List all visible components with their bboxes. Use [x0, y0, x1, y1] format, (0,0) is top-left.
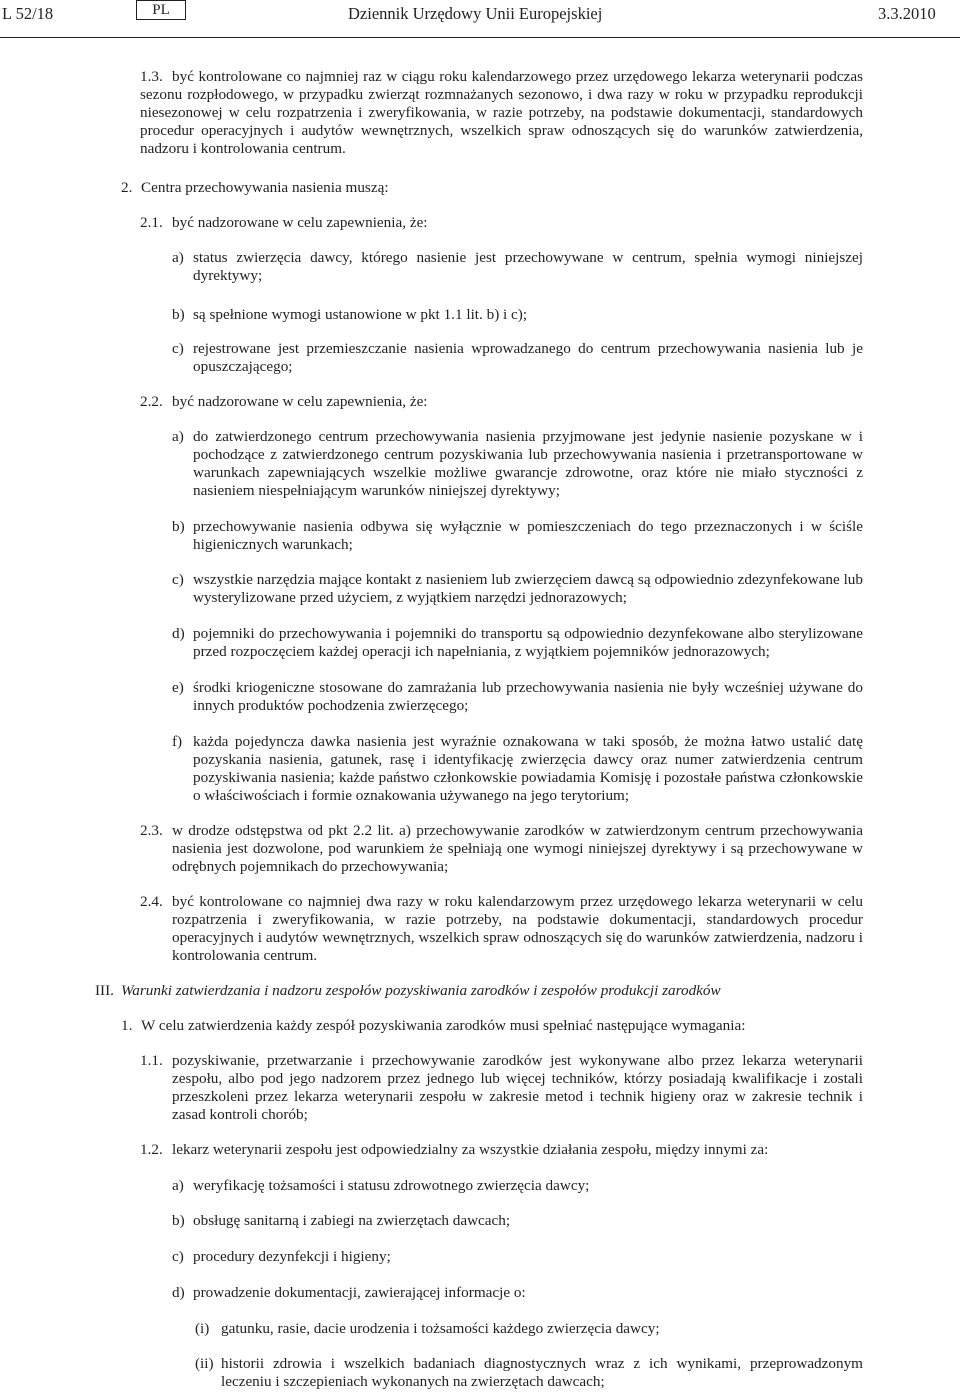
section-text: W celu zatwierdzenia każdy zespół pozyskiwania zarodków musi spełniać następujące wymagania:	[141, 1017, 746, 1034]
item-letter: a)	[172, 1177, 184, 1194]
list-item-2-2-c	[172, 571, 863, 607]
list-item-2-1-c	[172, 340, 863, 376]
item-letter: b)	[172, 518, 185, 535]
paragraph-2-4	[140, 893, 863, 965]
item-text: środki kriogeniczne stosowane do zamrażania lub przechowywania nasienia nie były wcześniej używane do innych produktów pochodzenia zwierzęcego;	[193, 679, 863, 714]
list-item-III-1-2-c	[172, 1248, 863, 1266]
item-letter: c)	[172, 571, 184, 588]
list-item-2-2-b	[172, 518, 863, 554]
section-number: III.	[95, 982, 114, 999]
item-text: obsługę sanitarną i zabiegi na zwierzętach dawcach;	[193, 1212, 511, 1229]
paragraph-number: 2.4.	[140, 893, 163, 910]
section-number: 1.	[121, 1017, 133, 1034]
list-item-III-1-2-b	[172, 1212, 863, 1230]
list-item-2-1-a	[172, 249, 863, 285]
publication-date: 3.3.2010	[878, 4, 936, 23]
section-title: Warunki zatwierdzania i nadzoru zespołów pozyskiwania zarodków i zespołów produkcji zarodków	[121, 982, 721, 999]
paragraph-number: 2.2.	[140, 393, 163, 410]
item-text: status zwierzęcia dawcy, którego nasienie jest przechowywane w centrum, spełnia wymogi niniejszej dyrektywy;	[193, 249, 863, 284]
paragraph-2-2	[140, 393, 863, 411]
item-text: gatunku, rasie, dacie urodzenia i tożsamości każdego zwierzęcia dawcy;	[221, 1320, 660, 1337]
item-letter: b)	[172, 306, 185, 323]
paragraph-2-1	[140, 214, 863, 232]
paragraph-text: lekarz weterynarii zespołu jest odpowiedzialny za wszystkie działania zespołu, między innymi za:	[172, 1141, 769, 1158]
section-number: 2.	[121, 179, 133, 196]
paragraph-text: być kontrolowane co najmniej dwa razy w roku kalendarzowym przez urzędowego lekarza weterynarii w celu rozpatrzenia i zweryfikowania, w razie potrzeby, na podstawie dokumentacji, standardowych procedur operacyjnych i audytów wewnętrznych, wszelkich spraw odnoszących się do warunków zatwierdzenia, nadzoru i kontrolowania centrum.	[172, 893, 863, 964]
paragraph-III-1-1	[140, 1052, 863, 1124]
item-letter: c)	[172, 1248, 184, 1265]
item-text: weryfikację tożsamości i statusu zdrowotnego zwierzęcia dawcy;	[193, 1177, 590, 1194]
list-item-III-1-2-d	[172, 1284, 863, 1302]
item-letter: f)	[172, 733, 183, 750]
page-header	[0, 0, 960, 40]
item-text: każda pojedyncza dawka nasienia jest wyraźnie oznakowana w taki sposób, że można łatwo ustalić datę pozyskania nasienia, gatunek, rasę i identyfikację zwierzęcia dawcy oraz numer zatwierdzenia centrum pozyskiwania nasienia; każde państwo członkowskie powiadamia Komisję i pozostałe państwa członkowskie o właściwościach i formie oznakowania używanego na jego terytorium;	[193, 733, 863, 804]
section-text: Centra przechowywania nasienia muszą:	[141, 179, 389, 196]
item-text: procedury dezynfekcji i higieny;	[193, 1248, 391, 1265]
item-letter: d)	[172, 625, 185, 642]
item-text: do zatwierdzonego centrum przechowywania nasienia przyjmowane jest jedynie nasienie pozyskane w i pochodzące z zatwierdzonego centrum pozyskiwania lub przechowywania nasienia i przetransportowane w warunkach zapewniających wszelkie możliwe gwarancje zdrowotne, oraz które nie miało styczności z nasieniem niespełniającym warunków niniejszej dyrektywy;	[193, 428, 863, 499]
header-rule	[0, 37, 960, 38]
item-letter: a)	[172, 249, 184, 266]
journal-title: Dziennik Urzędowy Unii Europejskiej	[348, 4, 603, 23]
paragraph-1-3	[140, 68, 863, 158]
paragraph-III-1-2	[140, 1141, 863, 1159]
item-text: prowadzenie dokumentacji, zawierającej informacje o:	[193, 1284, 526, 1301]
paragraph-text: być kontrolowane co najmniej raz w ciągu roku kalendarzowego przez urzędowego lekarza weterynarii podczas sezonu rozpłodowego, w przypadku zwierząt rozmnażanych sezonowo, i dwa razy w roku w przypadku reprodukcji niesezonowej w celu rozpatrzenia i zweryfikowania, w razie potrzeby, na podstawie dokumentacji, standardowych procedur operacyjnych i audytów wewnętrznych, wszelkich spraw odnoszących się do warunków zatwierdzenia, nadzoru i kontrolowania centrum.	[140, 68, 863, 157]
section-2	[121, 179, 863, 197]
item-letter: d)	[172, 1284, 185, 1301]
list-item-2-2-f	[172, 733, 863, 805]
item-text: przechowywanie nasienia odbywa się wyłącznie w pomieszczeniach do tego przeznaczonych i w ściśle higienicznych warunkach;	[193, 518, 863, 553]
paragraph-text: być nadzorowane w celu zapewnienia, że:	[172, 393, 428, 410]
item-letter: c)	[172, 340, 184, 357]
item-text: pojemniki do przechowywania i pojemniki do transportu są odpowiednio dezynfekowane albo sterylizowane przed rozpoczęciem każdej operacji ich napełniania, z wyjątkiem pojemników jednorazowych;	[193, 625, 863, 660]
paragraph-number: 1.1.	[140, 1052, 163, 1069]
item-letter: b)	[172, 1212, 185, 1229]
item-roman: (i)	[195, 1320, 210, 1337]
list-item-2-1-b	[172, 306, 863, 324]
page-reference: L 52/18	[2, 4, 54, 23]
item-letter: a)	[172, 428, 184, 445]
section-III-1	[121, 1017, 863, 1035]
item-text: są spełnione wymogi ustanowione w pkt 1.1 lit. b) i c);	[193, 306, 528, 323]
list-item-III-1-2-d-i	[195, 1320, 863, 1338]
item-roman: (ii)	[195, 1355, 214, 1372]
list-item-2-2-d	[172, 625, 863, 661]
item-text: historii zdrowia i wszelkich badaniach diagnostycznych wraz z ich wynikami, przeprowadzonym leczeniu i szczepieniach wykonanych na zwierzętach dawcach;	[221, 1355, 863, 1390]
paragraph-2-3	[140, 822, 863, 876]
list-item-2-2-a	[172, 428, 863, 500]
paragraph-number: 1.3.	[140, 68, 163, 85]
item-letter: e)	[172, 679, 184, 696]
paragraph-text: pozyskiwanie, przetwarzanie i przechowywanie zarodków jest wykonywane albo przez lekarza weterynarii zespołu, albo pod jego nadzorem przez jednego lub więcej techników, którzy posiadają kwalifikacje i zostali przeszkoleni przez lekarza weterynarii zespołu w zakresie metod i technik higieny oraz w zakresie technik i zasad kontroli chorób;	[172, 1052, 863, 1123]
paragraph-number: 2.3.	[140, 822, 163, 839]
item-text: wszystkie narzędzia mające kontakt z nasieniem lub zwierzęciem dawcą są odpowiednio zdezynfekowane lub wysterylizowane przed użyciem, z wyjątkiem narzędzi jednorazowych;	[193, 571, 863, 606]
paragraph-text: w drodze odstępstwa od pkt 2.2 lit. a) przechowywanie zarodków w zatwierdzonym centrum przechowywania nasienia jest dozwolone, pod warunkiem że spełniają one wymogi niniejszej dyrektywy i są przechowywane w odrębnych pojemnikach do przechowywania;	[172, 822, 863, 875]
section-title-wrap	[95, 982, 863, 1000]
paragraph-number: 2.1.	[140, 214, 163, 231]
paragraph-text: być nadzorowane w celu zapewnienia, że:	[172, 214, 428, 231]
paragraph-number: 1.2.	[140, 1141, 163, 1158]
item-text: rejestrowane jest przemieszczanie nasienia wprowadzanego do centrum przechowywania nasienia lub je opuszczającego;	[193, 340, 863, 375]
list-item-III-1-2-a	[172, 1177, 863, 1195]
list-item-III-1-2-d-ii	[195, 1355, 863, 1391]
language-badge: PL	[136, 0, 186, 20]
list-item-2-2-e	[172, 679, 863, 715]
section-III-heading	[95, 982, 863, 1000]
